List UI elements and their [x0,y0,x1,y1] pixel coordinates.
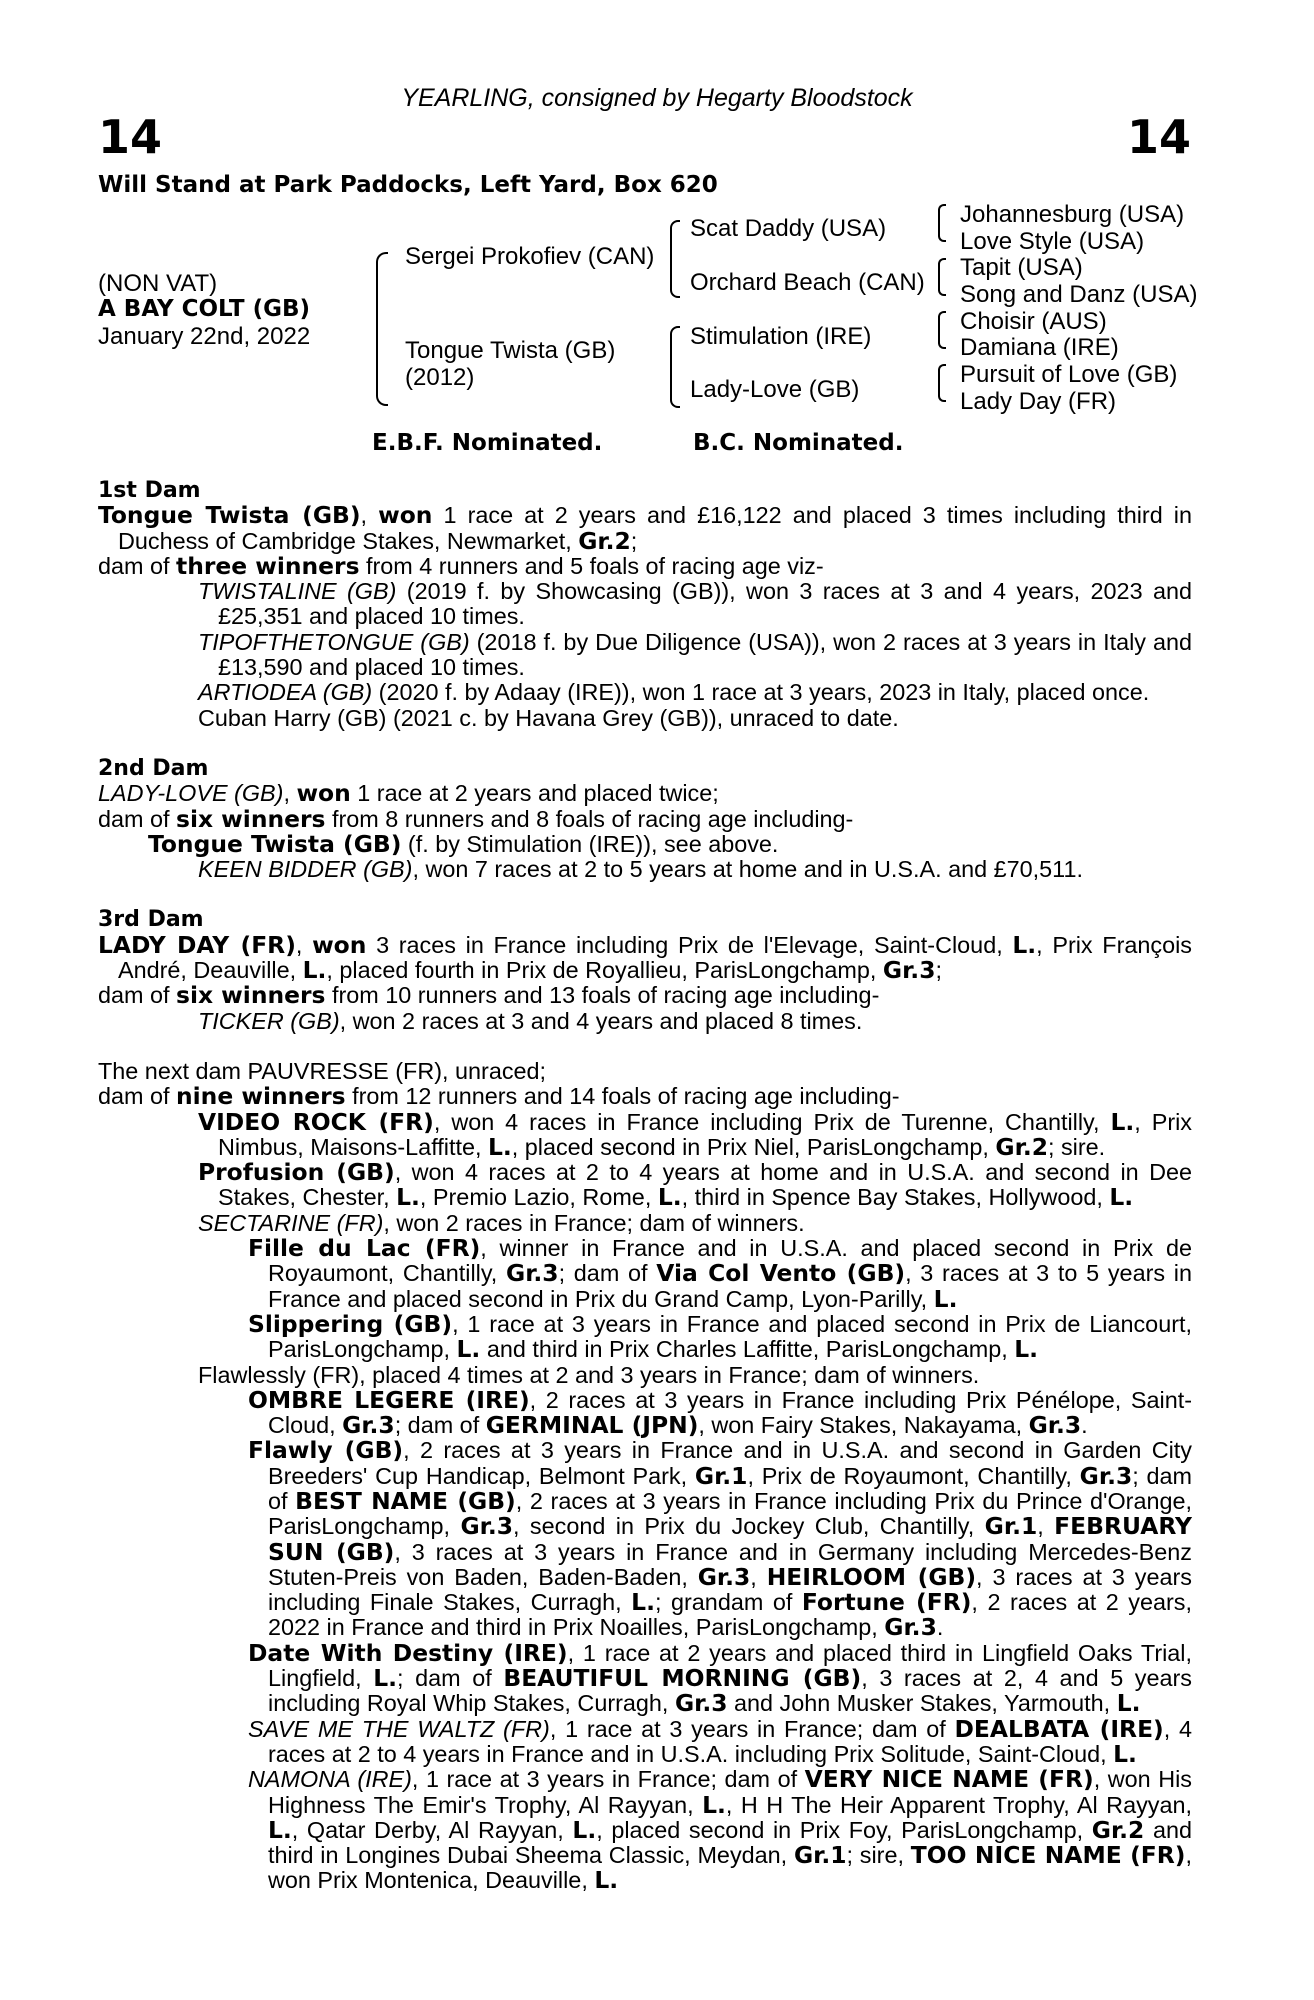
lot-number-left: 14 [98,110,163,164]
pedigree-brace-g1 [938,204,946,242]
pedigree-brace-g3 [938,311,946,349]
sectarine-record: SECTARINE (FR), won 2 races in France; dam of winners. [198,1209,805,1236]
produce-record [98,478,1192,1894]
flawly-record: Flawly (GB), 2 races at 3 years in France and in U.S.A. and second in Garden City Breeders' Cup Handicap, Belmont Park, Gr.1, Prix de Royaumont, Chantilly, Gr.3; dam of BEST NAME (GB), 2 races at 3 years in France including Prix du Prince d'Orange, ParisLongchamp, Gr.3, second in Prix du Jockey Club, Chantilly, Gr.1, FEBRUARY SUN (GB), 3 races at 3 years in France and in Germany including Mercedes-Benz Stuten-Preis von Baden, Baden-Baden, Gr.3, HEIRLOOM (GB), 3 races at 3 years including Finale Stakes, Curragh, L.; grandam of Fortune (FR), 2 races at 2 years, 2022 in France and third in Prix Noailles, ParisLongchamp, Gr.3. [248,1436,1193,1642]
consignor-subtitle: YEARLING, consigned by Hegarty Bloodstock [401,84,913,112]
pedigree-g3-8: Lady Day (FR) [960,388,1117,415]
pedigree-brace-dam [670,326,680,408]
pedigree-g3-5: Choisir (AUS) [960,308,1107,335]
save-me-the-waltz-record: SAVE ME THE WALTZ (FR), 1 race at 3 years in France; dam of DEALBATA (IRE), 4 races at 2 to 4 years in France and in U.S.A. including Prix Solitude, Saint-Cloud, L. [248,1714,1193,1768]
stand-location: Will Stand at Park Paddocks, Left Yard, Box 620 [98,172,718,198]
slippering-record: Slippering (GB), 1 race at 3 years in France and placed second in Prix de Liancourt, ParisLongchamp, L. and third in Prix Charles Laffitte, ParisLongchamp, L. [248,1309,1192,1364]
first-dam-produce-3: ARTIODEA (GB) (2020 f. by Adaay (IRE)), won 1 race at 3 years, 2023 in Italy, placed once. [198,679,1150,706]
profusion-record: Profusion (GB), won 4 races at 2 to 4 years at home and in U.S.A. and second in Dee Stakes, Chester, L., Premio Lazio, Rome, L., third in Spence Bay Stakes, Hollywood, L. [198,1158,1193,1212]
pedigree-brace-main [376,252,388,406]
ombre-legere-record: OMBRE LEGERE (IRE), 2 races at 3 years in France including Prix Pénélope, Saint-Cloud, Gr.3; dam of GERMINAL (JPN), won Fairy Stakes, Nakayama, Gr.3. [248,1385,1192,1440]
second-dam-heading: 2nd Dam [98,755,209,781]
pedigree-brace-g2 [938,258,946,296]
third-dam-heading: 3rd Dam [98,907,204,933]
lot-number-right: 14 [1126,110,1191,164]
foaling-date: January 22nd, 2022 [98,323,311,350]
pedigree-brace-sire [670,220,680,298]
vat-status: (NON VAT) [98,270,218,297]
second-dam-produce-1: Tongue Twista (GB) (f. by Stimulation (IRE)), see above. [148,829,779,858]
pedigree-sire-dam: Orchard Beach (CAN) [690,269,925,296]
pedigree-g3-3: Tapit (USA) [960,254,1083,281]
third-dam-produce-1: TICKER (GB), won 2 races at 3 and 4 years and placed 8 times. [198,1007,863,1034]
pedigree-sire: Sergei Prokofiev (CAN) [405,243,655,270]
video-rock-record: VIDEO ROCK (FR), won 4 races in France including Prix de Turenne, Chantilly, L., Prix Nimbus, Maisons-Laffitte, L., placed second in Prix Niel, ParisLongchamp, Gr.2; sire. [198,1107,1193,1161]
next-dam-produce-summary: dam of nine winners from 12 runners and 14 foals of racing age including- [98,1082,900,1111]
pedigree-g3-1: Johannesburg (USA) [960,201,1185,228]
pedigree-g3-4: Song and Danz (USA) [960,281,1198,308]
first-dam-record: Tongue Twista (GB), won 1 race at 2 years and £16,122 and placed 3 times including third in Duchess of Cambridge Stakes, Newmarket, Gr.2; [98,501,1192,555]
flawlessly-record: Flawlessly (FR), placed 4 times at 2 and 3 years in France; dam of winners. [198,1361,980,1388]
first-dam-produce-summary: dam of three winners from 4 runners and 5 foals of racing age viz- [98,551,824,580]
fille-du-lac-record: Fille du Lac (FR), winner in France and in U.S.A. and placed second in Prix de Royaumont, Chantilly, Gr.3; dam of Via Col Vento (GB), 3 races at 3 to 5 years in France and placed second in Prix du Grand Camp, Lyon-Parilly, L. [248,1234,1192,1313]
pedigree-dam-sire: Stimulation (IRE) [690,323,872,350]
next-dam-intro: The next dam PAUVRESSE (FR), unraced; [98,1057,547,1084]
pedigree-dam-year: (2012) [405,364,475,391]
second-dam-record: LADY-LOVE (GB), won 1 race at 2 years and placed twice; [98,779,719,808]
pedigree-brace-g4 [938,364,946,402]
third-dam-produce-summary: dam of six winners from 10 runners and 13 foals of racing age including- [98,981,880,1010]
pedigree-g3-6: Damiana (IRE) [960,334,1119,361]
third-dam-record: LADY DAY (FR), won 3 races in France including Prix de l'Elevage, Saint-Cloud, L., Prix François André, Deauville, L., placed fourth in Prix de Royallieu, ParisLongchamp, Gr.3; [98,930,1192,985]
second-dam-produce-2: KEEN BIDDER (GB), won 7 races at 2 to 5 years at home and in U.S.A. and £70,511. [198,856,1083,883]
second-dam-produce-summary: dam of six winners from 8 runners and 8 foals of racing age including- [98,804,854,833]
first-dam-produce-1: TWISTALINE (GB) (2019 f. by Showcasing (GB)), won 3 races at 3 and 4 years, 2023 and £25,351 and placed 10 times. [198,578,1192,630]
first-dam-produce-4: Cuban Harry (GB) (2021 c. by Havana Grey (GB)), unraced to date. [198,704,899,731]
bc-nomination: B.C. Nominated. [693,430,904,456]
date-with-destiny-record: Date With Destiny (IRE), 1 race at 2 years and placed third in Lingfield Oaks Trial, Lingfield, L.; dam of BEAUTIFUL MORNING (GB), 3 races at 2, 4 and 5 years including Royal Whip Stakes, Curragh, Gr.3 and John Musker Stakes, Yarmouth, L. [248,1638,1193,1718]
pedigree-g3-7: Pursuit of Love (GB) [960,361,1178,388]
ebf-nomination: E.B.F. Nominated. [372,430,603,456]
namona-record: NAMONA (IRE), 1 race at 3 years in France; dam of VERY NICE NAME (FR), won His Highness The Emir's Trophy, Al Rayyan, L., H H The Heir Apparent Trophy, Al Rayyan, L., Qatar Derby, Al Rayyan, L., placed second in Prix Foy, ParisLongchamp, Gr.2 and third in Longines Dubai Sheema Classic, Meydan, Gr.1; sire, TOO NICE NAME (FR), won Prix Montenica, Deauville, L. [248,1765,1192,1895]
pedigree-dam: Tongue Twista (GB) [405,337,616,364]
pedigree-sire-sire: Scat Daddy (USA) [690,215,887,242]
pedigree-dam-dam: Lady-Love (GB) [690,376,860,403]
horse-name: A BAY COLT (GB) [98,296,311,322]
first-dam-heading: 1st Dam [98,478,201,503]
pedigree-g3-2: Love Style (USA) [960,228,1145,255]
first-dam-produce-2: TIPOFTHETONGUE (GB) (2018 f. by Due Diligence (USA)), won 2 races at 3 years in Italy and £13,590 and placed 10 times. [198,628,1192,681]
